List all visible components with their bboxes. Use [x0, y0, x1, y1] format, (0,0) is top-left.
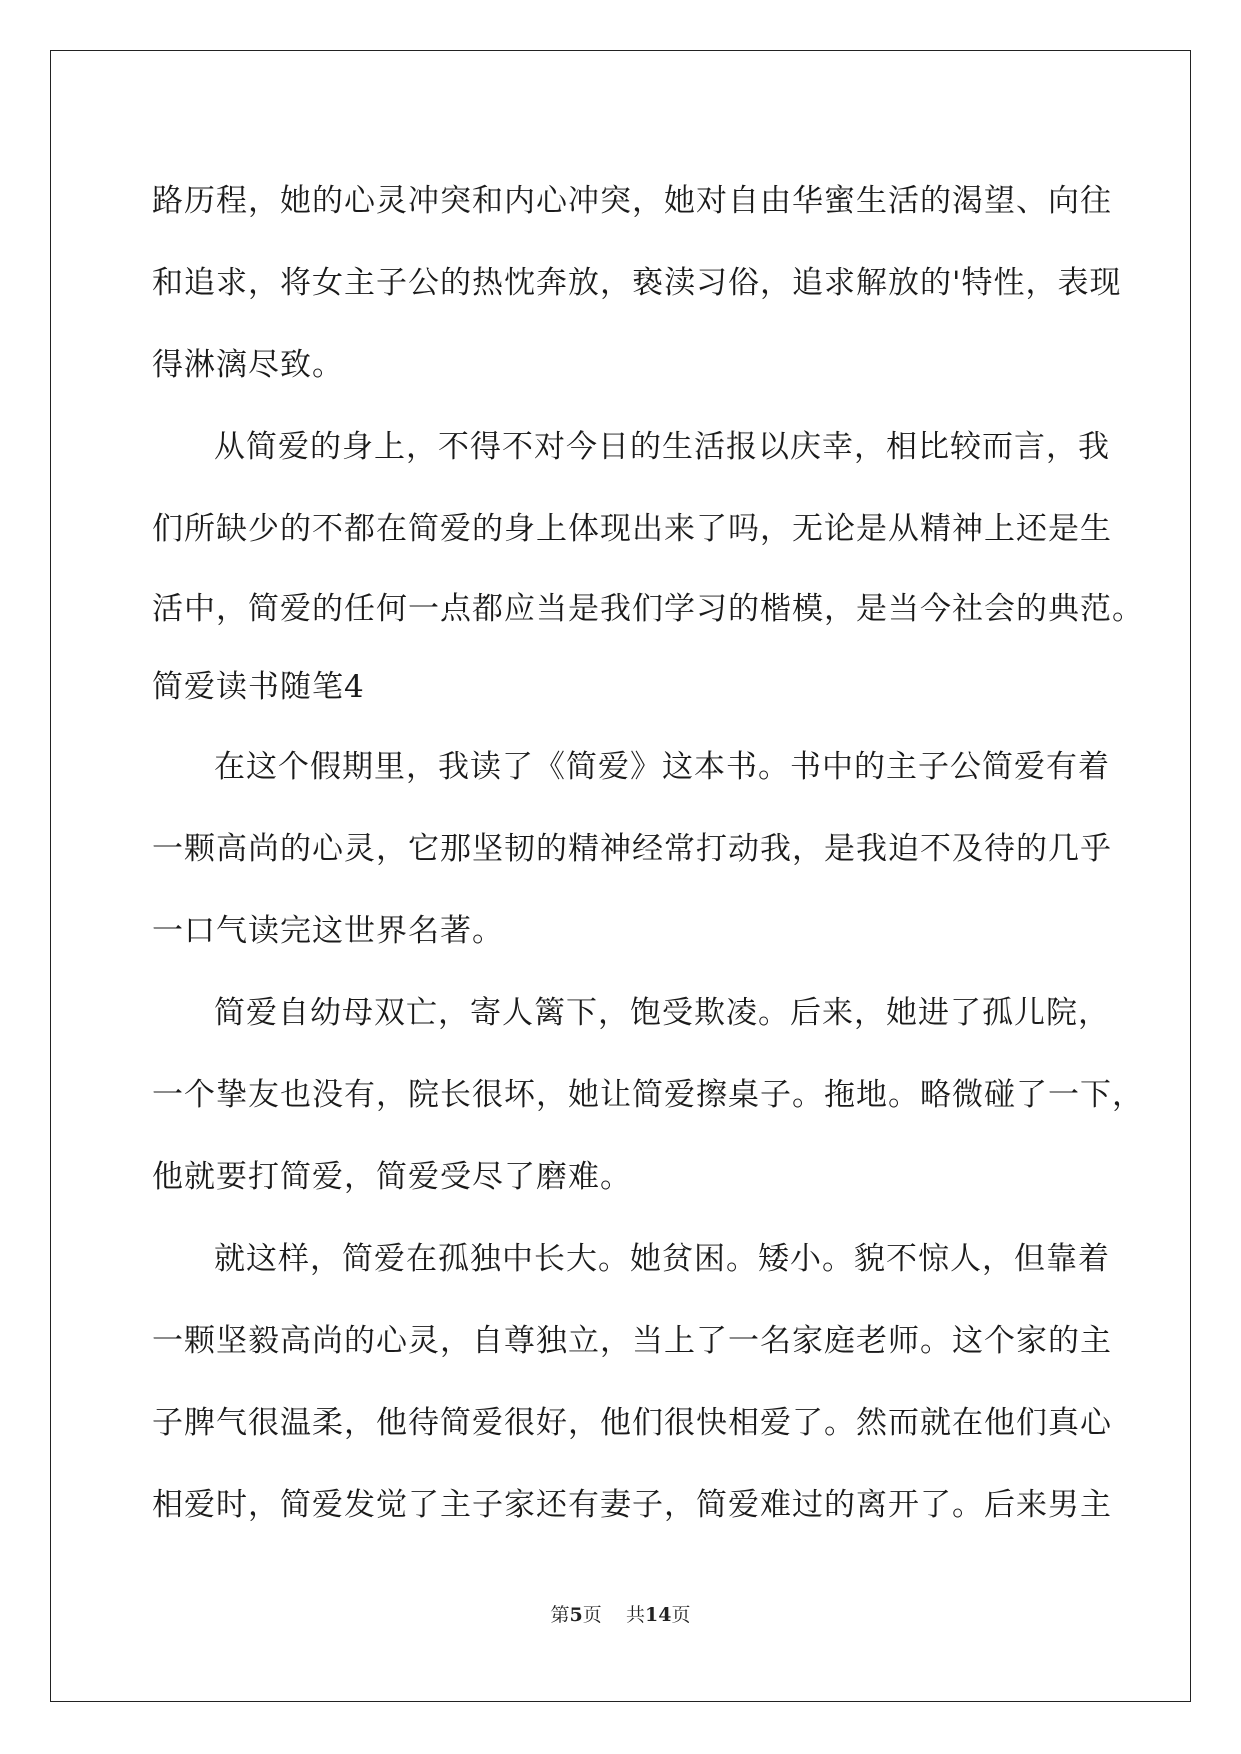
text-line: 从简爱的身上，不得不对今日的生活报以庆幸，相比较而言，我 [214, 429, 1110, 465]
text-line: 在这个假期里，我读了《简爱》这本书。书中的主子公简爱有着 [214, 749, 1110, 785]
total-page-number: 14 [644, 1604, 672, 1626]
text-line: 一颗高尚的心灵，它那坚韧的精神经常打动我，是我迫不及待的几乎 [152, 831, 1112, 867]
text-line: 和追求，将女主子公的热忱奔放，亵渎习俗，追求解放的'特性，表现 [152, 265, 1122, 301]
text-line: 一口气读完这世界名著。 [152, 913, 504, 949]
text-line: 一颗坚毅高尚的心灵，自尊独立，当上了一名家庭老师。这个家的主 [152, 1323, 1112, 1359]
text-line: 一个挚友也没有，院长很坏，她让简爱擦桌子。拖地。略微碰了一下， [152, 1077, 1144, 1113]
text-line: 们所缺少的不都在简爱的身上体现出来了吗，无论是从精神上还是生 [152, 511, 1112, 547]
text-line: 相爱时，简爱发觉了主子家还有妻子，简爱难过的离开了。后来男主 [152, 1487, 1112, 1523]
footer-total-suffix: 页 [671, 1604, 691, 1626]
text-line: 得淋漓尽致。 [152, 347, 344, 383]
footer-total-prefix: 共 [625, 1604, 645, 1626]
text-line: 就这样，简爱在孤独中长大。她贫困。矮小。貌不惊人，但靠着 [214, 1241, 1110, 1277]
text-line: 他就要打简爱，简爱受尽了磨难。 [152, 1159, 632, 1195]
footer-prefix: 第 [550, 1604, 570, 1626]
text-line: 子脾气很温柔，他待简爱很好，他们很快相爱了。然而就在他们真心 [152, 1405, 1112, 1441]
section-heading: 简爱读书随笔4 [152, 669, 365, 705]
text-line: 简爱自幼母双亡，寄人篱下，饱受欺凌。后来，她进了孤儿院， [214, 995, 1110, 1031]
footer-page-suffix: 页 [582, 1604, 602, 1626]
document-body [152, 160, 1144, 1546]
page-footer [0, 1600, 1241, 1627]
text-line: 活中，简爱的任何一点都应当是我们学习的楷模，是当今社会的典范。 [152, 591, 1144, 627]
text-line: 路历程，她的心灵冲突和内心冲突，她对自由华蜜生活的渴望、向往 [152, 183, 1112, 219]
current-page-number: 5 [569, 1604, 583, 1626]
